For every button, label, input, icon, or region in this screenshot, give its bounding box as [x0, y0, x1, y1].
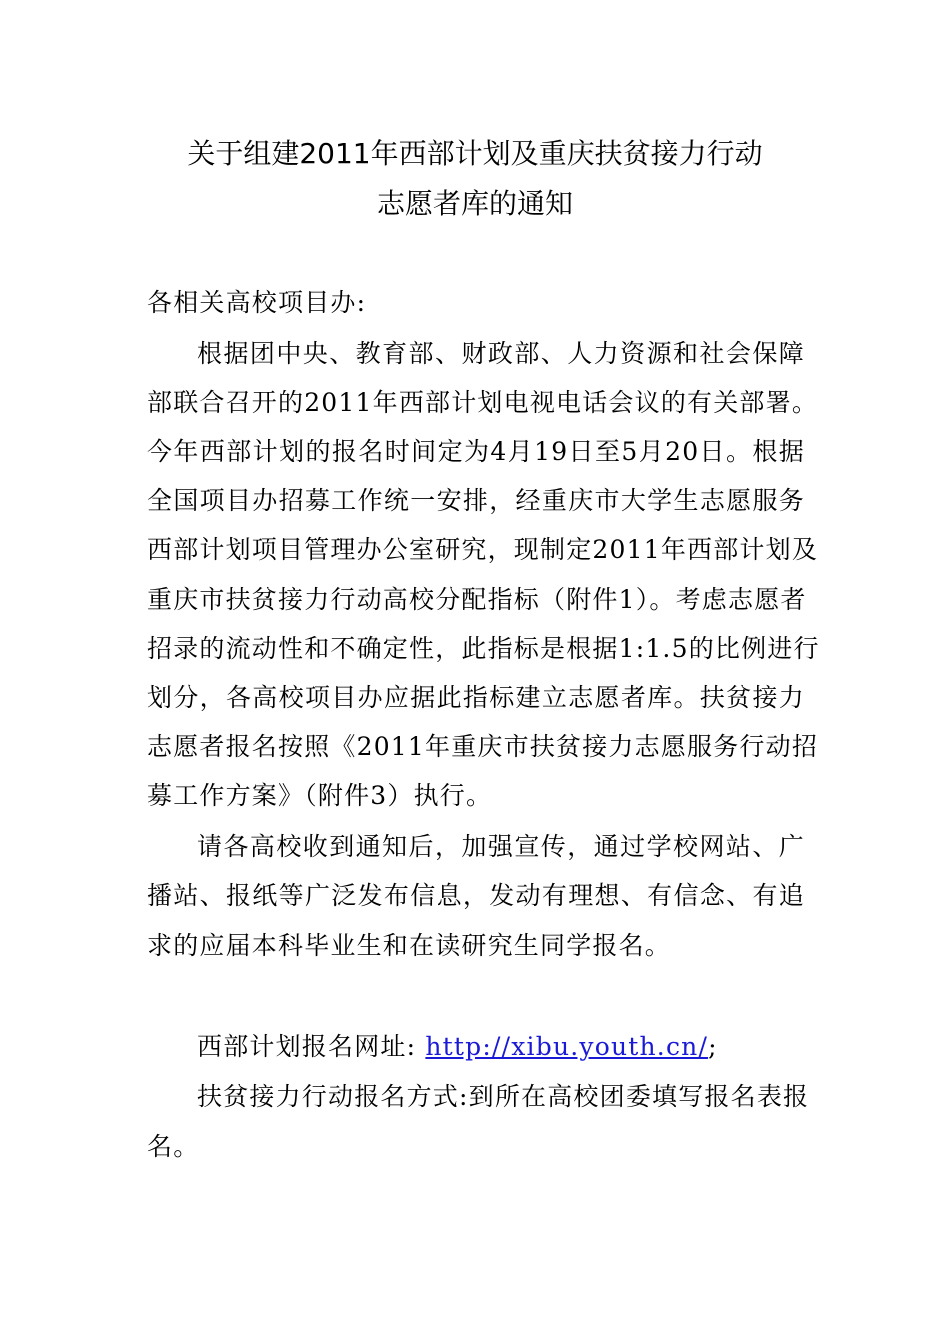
paragraph-2-line: 播站、报纸等广泛发布信息，发动有理想、有信念、有追 — [147, 881, 805, 910]
salutation: 各相关高校项目办: — [147, 288, 367, 317]
signup-line: 名。 — [147, 1132, 200, 1161]
paragraph-1-line: 募工作方案》（附件3）执行。 — [147, 781, 493, 810]
paragraph-1-line: 志愿者报名按照《2011年重庆市扶贫接力志愿服务行动招 — [147, 732, 819, 761]
website-suffix: ; — [708, 1032, 718, 1061]
paragraph-1-line: 全国项目办招募工作统一安排，经重庆市大学生志愿服务 — [147, 486, 805, 515]
website-link[interactable]: http://xibu.youth.cn/ — [425, 1032, 709, 1061]
paragraph-1-line: 划分，各高校项目办应据此指标建立志愿者库。扶贫接力 — [147, 683, 805, 712]
website-label: 西部计划报名网址: — [197, 1032, 426, 1061]
paragraph-1-line: 重庆市扶贫接力行动高校分配指标（附件1）。考虑志愿者 — [147, 585, 807, 614]
paragraph-2-line: 求的应届本科毕业生和在读研究生同学报名。 — [147, 931, 672, 960]
paragraph-1-line: 部联合召开的2011年西部计划电视电话会议的有关部署。 — [147, 388, 819, 417]
website-line — [197, 1027, 718, 1067]
paragraph-1-line: 招录的流动性和不确定性，此指标是根据1:1.5的比例进行 — [147, 634, 820, 663]
document-title-line-2: 志愿者库的通知 — [376, 187, 573, 220]
signup-line: 扶贫接力行动报名方式:到所在高校团委填写报名表报 — [197, 1082, 810, 1111]
paragraph-1-line: 根据团中央、教育部、财政部、人力资源和社会保障 — [197, 339, 805, 368]
paragraph-2-line: 请各高校收到通知后，加强宣传，通过学校网站、广 — [197, 832, 805, 861]
document-title-line-1: 关于组建2011年西部计划及重庆扶贫接力行动 — [187, 137, 763, 170]
paragraph-1-line: 西部计划项目管理办公室研究，现制定2011年西部计划及 — [147, 535, 819, 564]
paragraph-1-line: 今年西部计划的报名时间定为4月19日至5月20日。根据 — [147, 437, 805, 466]
